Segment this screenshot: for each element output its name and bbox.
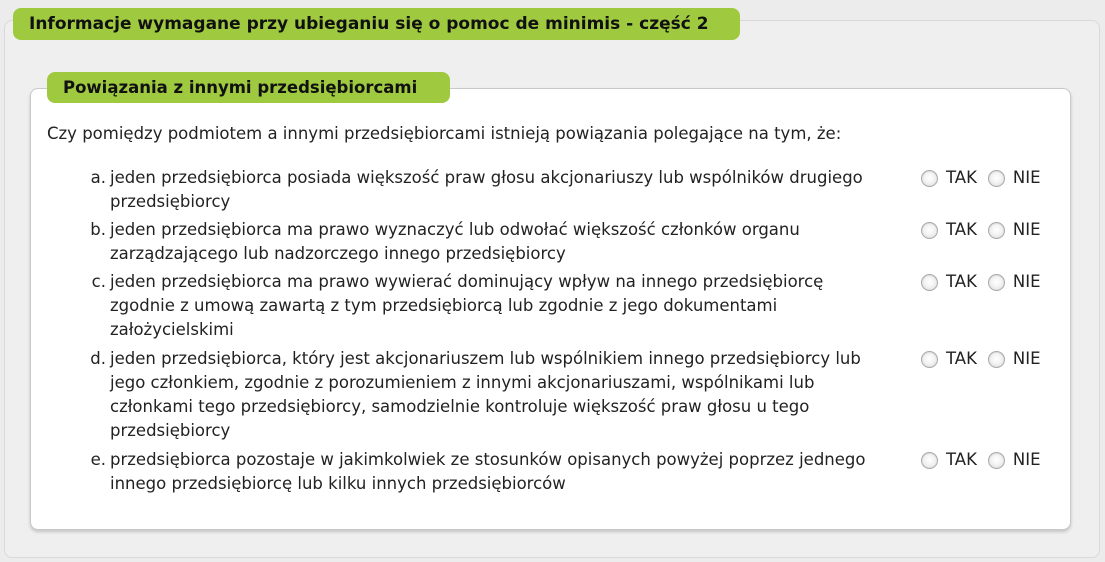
answer-group-c: [921, 270, 1052, 294]
question-letter: b.: [90, 220, 106, 239]
question-text: jeden przedsiębiorca posiada większość praw głosu akcjonariuszy lub wspólników drugiego przedsiębiorcy: [110, 168, 863, 211]
radio-no-label[interactable]: NIE: [1012, 168, 1041, 187]
radio-yes-b[interactable]: [921, 222, 938, 239]
answer-group-a: [921, 166, 1052, 190]
question-letter: c.: [91, 272, 106, 291]
radio-no-b[interactable]: [988, 222, 1005, 239]
radio-yes-c[interactable]: [921, 274, 938, 291]
radio-no-label[interactable]: NIE: [1012, 450, 1041, 469]
answer-group-d: [921, 347, 1052, 371]
question-letter: a.: [90, 168, 106, 187]
question-text: jeden przedsiębiorca ma prawo wywierać dominujący wpływ na innego przedsiębiorcę zgodnie z umową zawartą z tym przedsiębiorcą lub zgodnie z jego dokumentami założycielskimi: [110, 272, 824, 339]
question-letter: d.: [90, 349, 106, 368]
radio-yes-label[interactable]: TAK: [946, 220, 977, 239]
radio-no-label[interactable]: NIE: [1012, 349, 1041, 368]
section-title: Powiązania z innymi przedsiębiorcami: [47, 72, 450, 103]
radio-yes-d[interactable]: [921, 351, 938, 368]
page-title: Informacje wymagane przy ubieganiu się o pomoc de minimis - część 2: [13, 8, 740, 40]
radio-yes-label[interactable]: TAK: [946, 450, 977, 469]
question-text: jeden przedsiębiorca ma prawo wyznaczyć lub odwołać większość członków organu zarządzającego lub nadzorczego innego przedsiębiorcy: [110, 220, 800, 263]
radio-no-a[interactable]: [988, 170, 1005, 187]
radio-yes-label[interactable]: TAK: [946, 168, 977, 187]
radio-no-e[interactable]: [988, 452, 1005, 469]
question-letter: e.: [90, 450, 106, 469]
radio-no-d[interactable]: [988, 351, 1005, 368]
question-text: przedsiębiorca pozostaje w jakimkolwiek ze stosunków opisanych powyżej poprzez jednego innego przedsiębiorcę lub kilku innych przedsiębiorców: [110, 450, 866, 493]
radio-yes-a[interactable]: [921, 170, 938, 187]
radio-yes-e[interactable]: [921, 452, 938, 469]
radio-yes-label[interactable]: TAK: [946, 349, 977, 368]
question-text: jeden przedsiębiorca, który jest akcjonariuszem lub wspólnikiem innego przedsiębiorcy lub jego członkiem, zgodnie z porozumieniem z innymi akcjonariuszami, wspólnikami lub członkami tego przedsiębiorcy, samodzielnie kontroluje większość praw głosu u tego przedsiębiorcy: [110, 349, 861, 440]
answer-group-e: [921, 448, 1052, 472]
section-intro: Czy pomiędzy podmiotem a innymi przedsiębiorcami istnieją powiązania polegające na tym, że:: [47, 124, 842, 143]
radio-no-label[interactable]: NIE: [1012, 272, 1041, 291]
answer-group-b: [921, 218, 1052, 242]
radio-no-c[interactable]: [988, 274, 1005, 291]
radio-no-label[interactable]: NIE: [1012, 220, 1041, 239]
radio-yes-label[interactable]: TAK: [946, 272, 977, 291]
